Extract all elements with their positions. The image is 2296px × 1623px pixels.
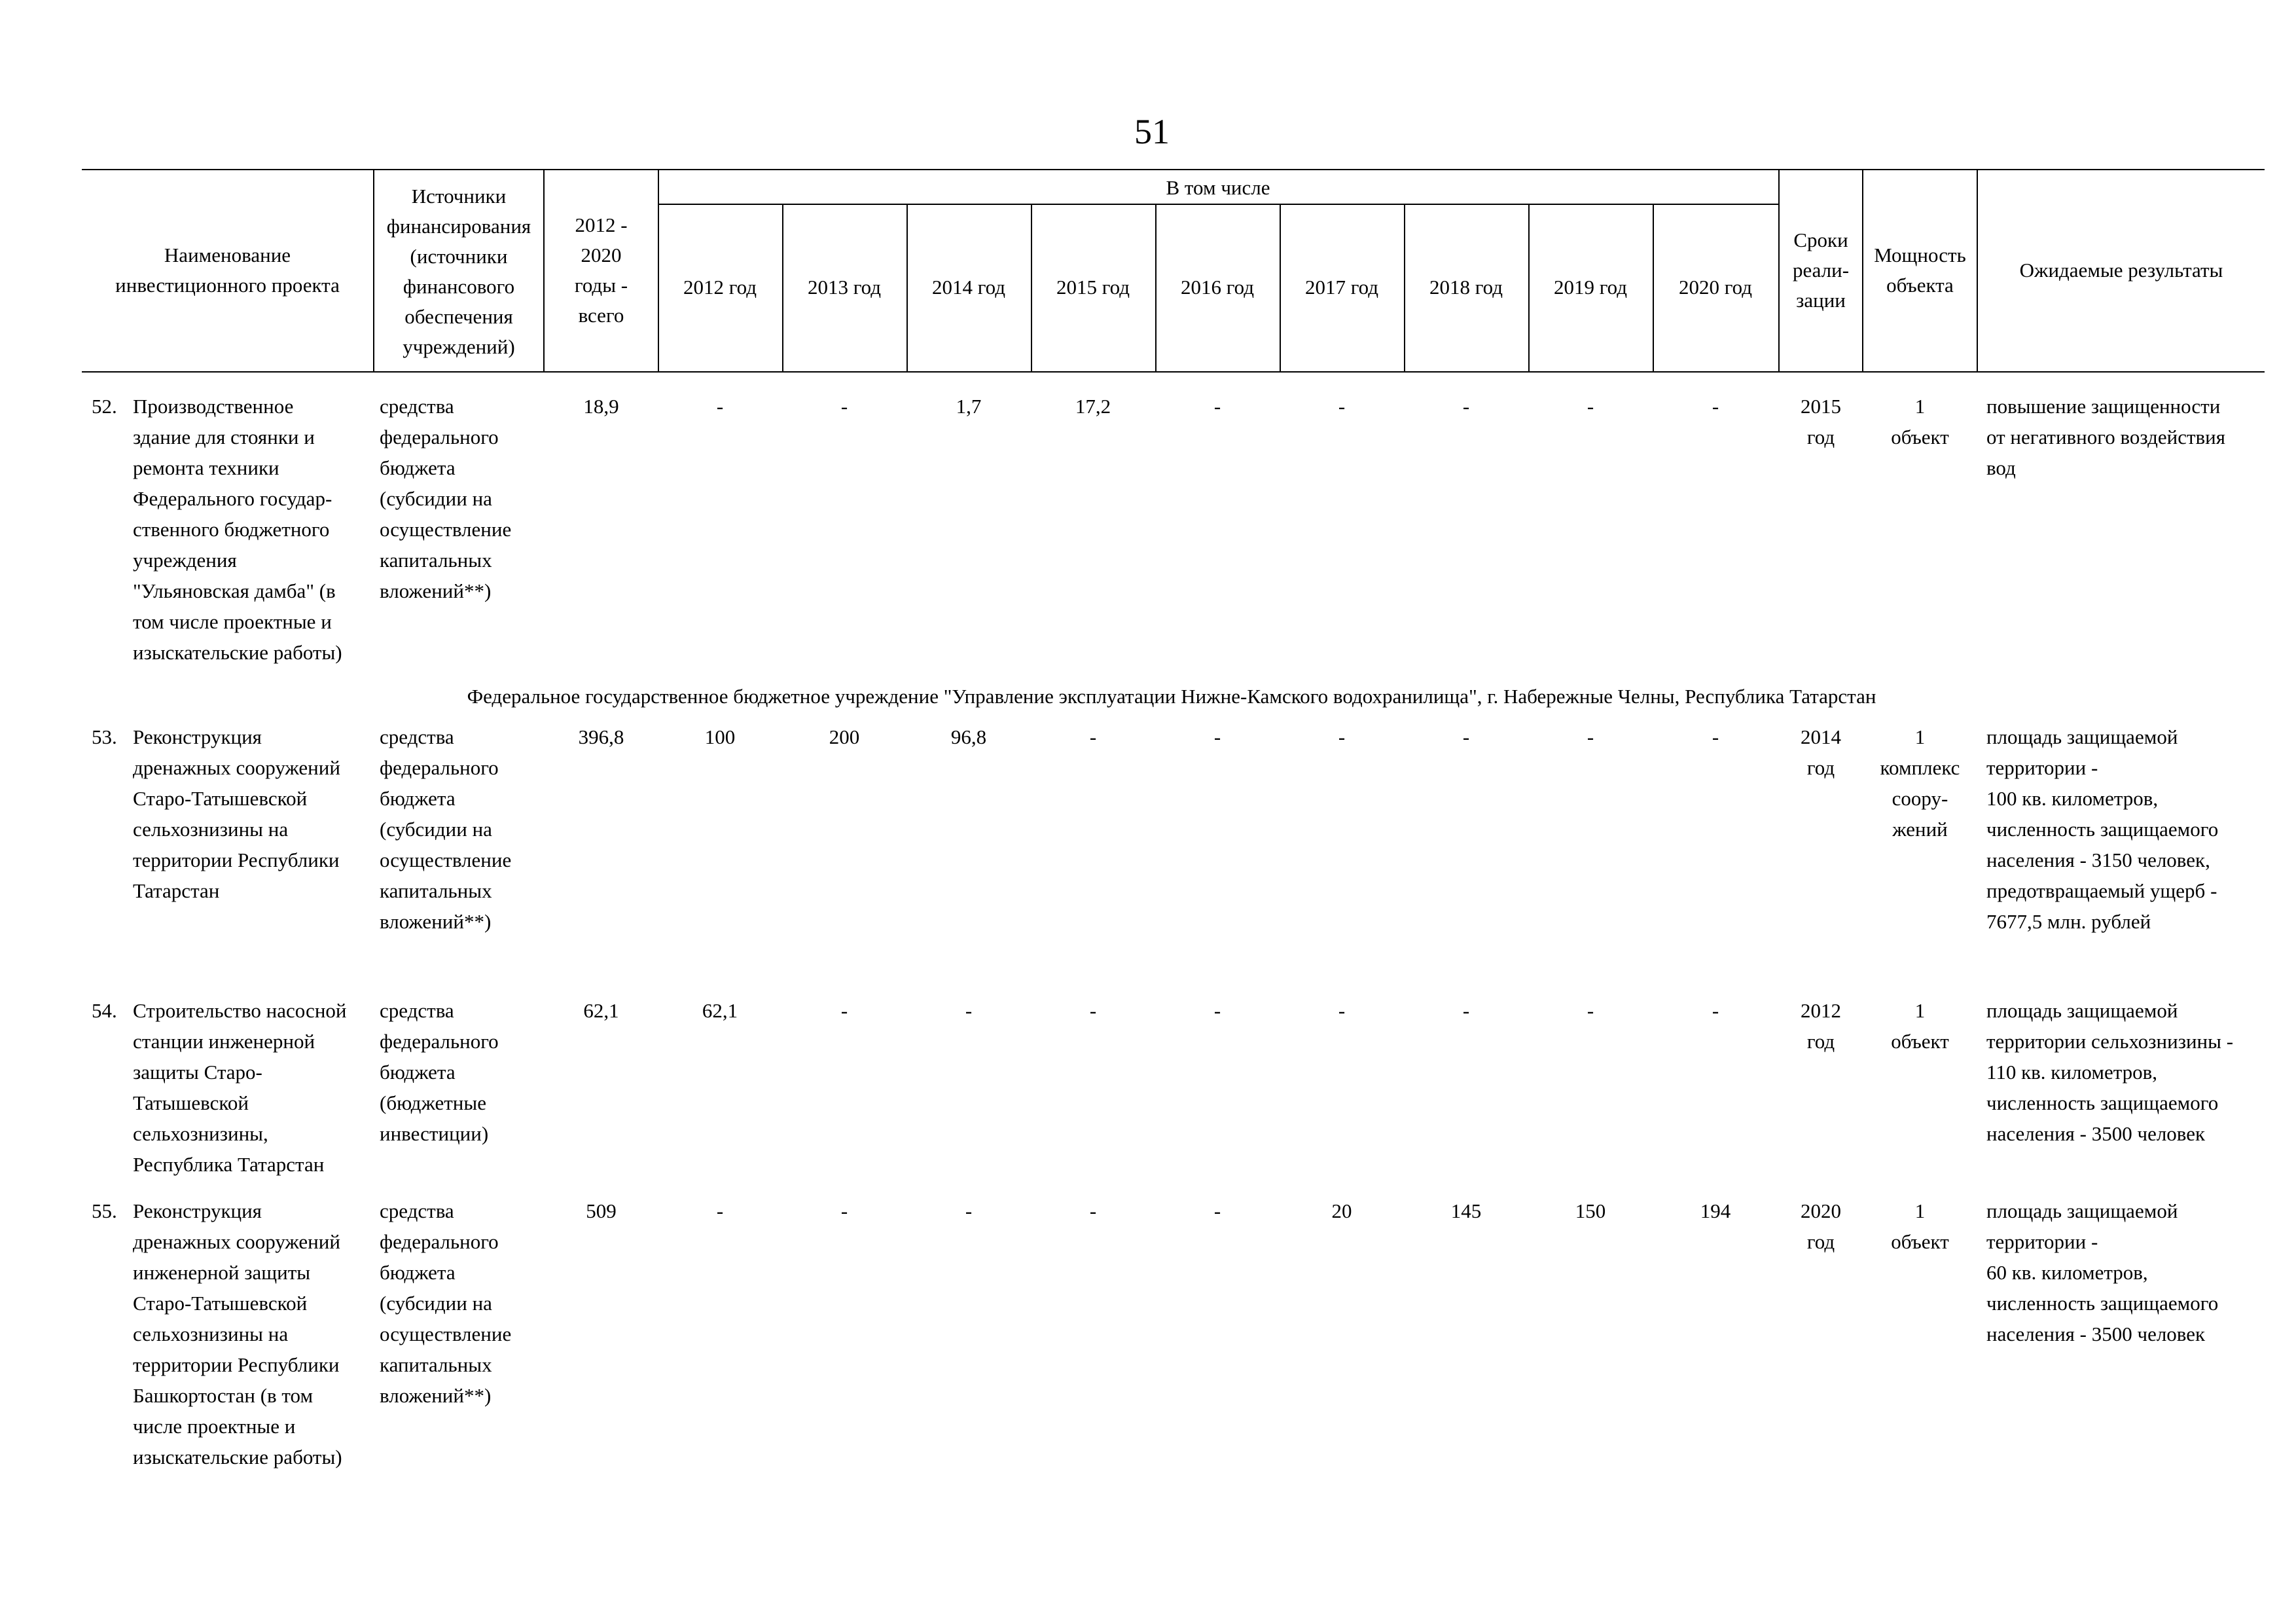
header-year: 2016 год	[1180, 276, 1255, 299]
year-value: 17,2	[1075, 395, 1111, 418]
header-results: Ожидаемые результаты	[2019, 258, 2223, 282]
year-value: -	[716, 395, 724, 418]
year-value: -	[965, 1199, 973, 1222]
header-bottom-rule	[82, 371, 2265, 373]
year-value: -	[965, 999, 973, 1022]
year-value: -	[1213, 395, 1221, 418]
header-year: 2012 год	[683, 276, 757, 299]
project-name: Реконструкция дренажных сооружений Старо-Татышевской сельхознизины на территории Республики Татарстан	[133, 725, 340, 902]
header-year: 2015 год	[1056, 276, 1130, 299]
header-year: 2013 год	[807, 276, 882, 299]
funding-source: средства федерального бюджета (бюджетные инвестиции)	[380, 999, 499, 1145]
row-number: 55.	[92, 1199, 117, 1222]
year-value: -	[840, 1199, 848, 1222]
expected-result: площадь защищаемой территории сельхознизины - 110 кв. километров, численность защищаемого населения - 3500 человек	[1986, 999, 2234, 1145]
year-value: -	[1089, 725, 1097, 748]
project-name: Производственное здание для стоянки и ремонта техники Федерального государ- ственного бюджетного учреждения "Ульяновская дамба" (в том числе проектные и изыскательские работы)	[133, 395, 342, 664]
year-value: 100	[704, 725, 736, 748]
header-year: 2017 год	[1304, 276, 1379, 299]
implementation-term: 2012 год	[1801, 999, 1841, 1053]
expected-result: площадь защищаемой территории - 100 кв. километров, численность защищаемого населения - 3150 человек, предотвращаемый ущерб - 7677,5 млн. рублей	[1986, 725, 2219, 933]
year-value: 150	[1575, 1199, 1606, 1222]
page-number: 51	[1134, 112, 1170, 151]
year-value: -	[1338, 395, 1346, 418]
year-value: -	[1712, 999, 1719, 1022]
year-value: -	[1712, 395, 1719, 418]
year-value: -	[1338, 999, 1346, 1022]
project-name: Реконструкция дренажных сооружений инженерной защиты Старо-Татышевской сельхознизины на территории Республики Башкортостан (в том числе проектные и изыскательские работы)	[133, 1199, 342, 1468]
funding-source: средства федерального бюджета (субсидии на осуществление капитальных вложений**)	[380, 1199, 512, 1407]
year-value: -	[840, 999, 848, 1022]
header-year: 2020 год	[1678, 276, 1753, 299]
expected-result: площадь защищаемой территории - 60 кв. километров, численность защищаемого населения - 3500 человек	[1986, 1199, 2219, 1345]
header-including: В том числе	[1166, 175, 1270, 199]
header-project-name: Наименование инвестиционного проекта	[115, 243, 340, 297]
header-year: 2014 год	[931, 276, 1006, 299]
section-title: Федеральное государственное бюджетное учреждение "Управление эксплуатации Нижне-Камского водохранилища", г. Набережные Челны, Республика Татарстан	[467, 685, 1876, 708]
year-value: 194	[1700, 1199, 1731, 1222]
total-value: 509	[586, 1199, 617, 1222]
year-value: -	[1462, 395, 1470, 418]
year-value: 145	[1450, 1199, 1482, 1222]
object-capacity: 1 объект	[1891, 1199, 1949, 1253]
year-value: -	[716, 1199, 724, 1222]
year-value: -	[840, 395, 848, 418]
year-value: -	[1712, 725, 1719, 748]
total-value: 396,8	[578, 725, 624, 748]
funding-source: средства федерального бюджета (субсидии на осуществление капитальных вложений**)	[380, 725, 512, 933]
year-value: -	[1213, 725, 1221, 748]
expected-result: повышение защищенности от негативного воздействия вод	[1986, 395, 2225, 479]
project-name: Строительство насосной станции инженерной защиты Старо- Татышевской сельхознизины, Республика Татарстан	[133, 999, 347, 1176]
year-value: -	[1213, 999, 1221, 1022]
year-value: -	[1462, 999, 1470, 1022]
header-terms: Сроки реали-зации	[1792, 228, 1850, 312]
object-capacity: 1 объект	[1891, 395, 1949, 448]
total-value: 18,9	[583, 395, 619, 418]
header-capacity: Мощность объекта	[1874, 243, 1966, 297]
header-year: 2018 год	[1429, 276, 1503, 299]
year-value: -	[1587, 999, 1594, 1022]
header-sources: Источники финансирования (источники финансового обеспечения учреждений)	[386, 184, 531, 358]
row-number: 54.	[92, 999, 117, 1022]
row-number: 52.	[92, 395, 117, 418]
year-value: -	[1462, 725, 1470, 748]
year-value: -	[1587, 395, 1594, 418]
year-value: -	[1089, 1199, 1097, 1222]
object-capacity: 1 комплекс соору- жений	[1880, 725, 1960, 841]
implementation-term: 2015 год	[1801, 395, 1841, 448]
year-value: 20	[1331, 1199, 1352, 1222]
implementation-term: 2014 год	[1801, 725, 1841, 779]
implementation-term: 2020 год	[1801, 1199, 1841, 1253]
object-capacity: 1 объект	[1891, 999, 1949, 1053]
year-value: 62,1	[702, 999, 738, 1022]
funding-source: средства федерального бюджета (субсидии на осуществление капитальных вложений**)	[380, 395, 512, 602]
year-value: -	[1089, 999, 1097, 1022]
row-number: 53.	[92, 725, 117, 748]
year-value: 96,8	[950, 725, 987, 748]
year-value: -	[1338, 725, 1346, 748]
year-value: 200	[829, 725, 860, 748]
header-total: 2012 - 2020 годы - всего	[574, 213, 628, 327]
year-value: -	[1213, 1199, 1221, 1222]
year-value: -	[1587, 725, 1594, 748]
year-value: 1,7	[956, 395, 982, 418]
header-year: 2019 год	[1553, 276, 1628, 299]
total-value: 62,1	[583, 999, 619, 1022]
